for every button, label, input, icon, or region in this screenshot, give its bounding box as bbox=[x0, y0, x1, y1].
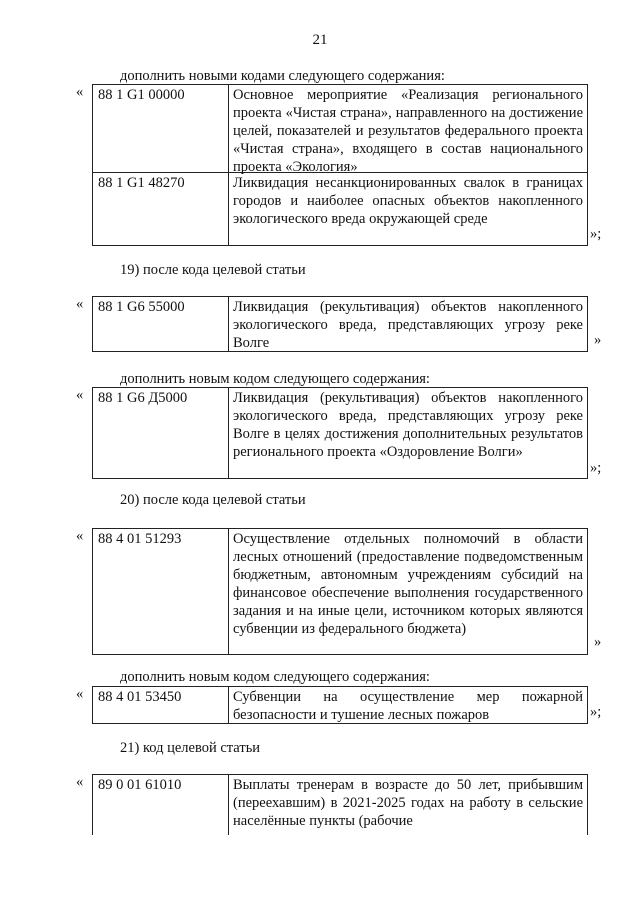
close-quote: »; bbox=[590, 460, 602, 476]
table-row bbox=[93, 775, 587, 835]
open-quote: « bbox=[76, 84, 84, 100]
code-cell: 88 1 G6 Д5000 bbox=[93, 388, 229, 478]
intro-text: 19) после кода целевой статьи bbox=[120, 262, 306, 278]
description-cell: Субвенции на осуществление мер пожарной безопасности и тушение лесных пожаров bbox=[233, 689, 583, 723]
code-table bbox=[92, 387, 588, 479]
code-table bbox=[92, 686, 588, 724]
table-row bbox=[93, 687, 587, 723]
close-quote: »; bbox=[590, 704, 602, 720]
code-cell: 88 4 01 53450 bbox=[93, 687, 229, 723]
code-table bbox=[92, 774, 588, 835]
code-cell: 89 0 01 61010 bbox=[93, 775, 229, 835]
table-row bbox=[93, 529, 587, 654]
description-cell: Основное мероприятие «Реализация регионального проекта «Чистая страна», направленного на достижение целей, показателей и результатов федерального проекта «Чистая страна», входящего в состав национального проекта «Экология» bbox=[233, 87, 583, 175]
page-number: 21 bbox=[312, 32, 328, 48]
code-table bbox=[92, 84, 588, 246]
intro-text: дополнить новыми кодами следующего содержания: bbox=[120, 68, 445, 84]
code-cell: 88 4 01 51293 bbox=[93, 529, 229, 654]
description-cell: Ликвидация несанкционированных свалок в границах городов и наиболее опасных объектов накопленного экологического вреда окружающей среде bbox=[233, 175, 583, 227]
intro-text: дополнить новым кодом следующего содержания: bbox=[120, 371, 430, 387]
table-row bbox=[93, 297, 587, 351]
close-quote: »; bbox=[590, 226, 602, 242]
table-row bbox=[93, 388, 587, 478]
code-table bbox=[92, 528, 588, 655]
code-cell: 88 1 G6 55000 bbox=[93, 297, 229, 351]
description-cell: Выплаты тренерам в возрасте до 50 лет, прибывшим (переехавшим) в 2021-2025 годах на работу в сельские населённые пункты (рабочие bbox=[233, 777, 583, 829]
open-quote: « bbox=[76, 296, 84, 312]
close-quote: » bbox=[594, 332, 602, 348]
code-cell: 88 1 G1 00000 bbox=[93, 85, 229, 172]
intro-text: дополнить новым кодом следующего содержания: bbox=[120, 669, 430, 685]
intro-text: 21) код целевой статьи bbox=[120, 740, 261, 756]
table-row bbox=[93, 85, 587, 173]
open-quote: « bbox=[76, 686, 84, 702]
close-quote: » bbox=[594, 634, 602, 650]
description-cell: Ликвидация (рекультивация) объектов накопленного экологического вреда, представляющих угрозу реке Волге в целях достижения дополнительных результатов регионального проекта «Оздоровление Волги» bbox=[233, 390, 583, 460]
code-table bbox=[92, 296, 588, 352]
table-row bbox=[93, 173, 587, 245]
description-cell: Осуществление отдельных полномочий в области лесных отношений (предоставление подведомственным бюджетным, автономным учреждениям субсидий на финансовое обеспечение выполнения государственного задания и на иные цели, источником которых являются субвенции из федерального бюджета) bbox=[233, 531, 583, 637]
open-quote: « bbox=[76, 387, 84, 403]
description-cell: Ликвидация (рекультивация) объектов накопленного экологического вреда, представляющих угрозу реке Волге bbox=[233, 299, 583, 351]
code-cell: 88 1 G1 48270 bbox=[93, 173, 229, 245]
open-quote: « bbox=[76, 774, 84, 790]
intro-text: 20) после кода целевой статьи bbox=[120, 492, 306, 508]
open-quote: « bbox=[76, 528, 84, 544]
